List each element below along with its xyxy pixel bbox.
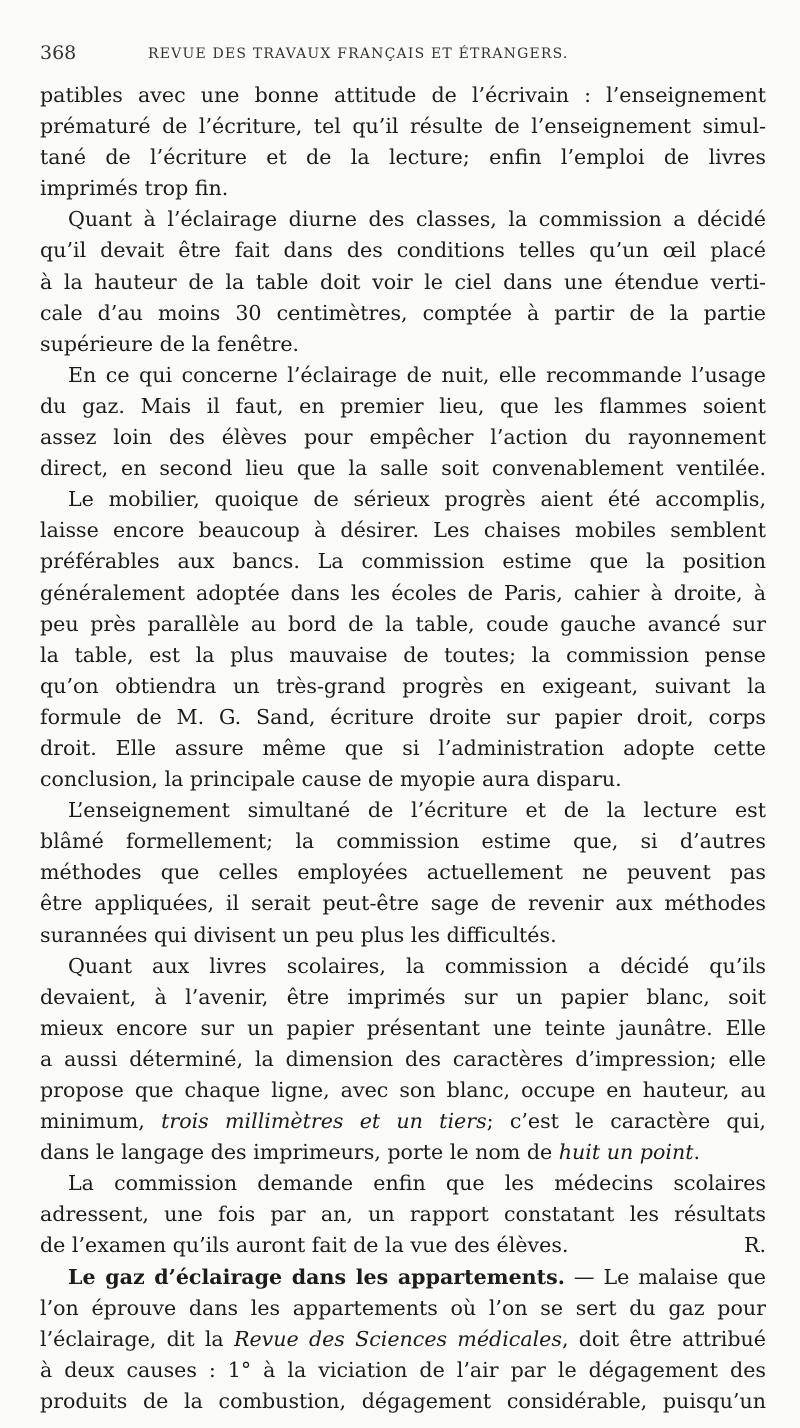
text-line: cale d’au moins 30 centimètres, comptée à partir de la partie	[40, 300, 766, 325]
text-line: généralement adoptée dans les écoles de Paris, cahier à droite, à	[40, 580, 766, 605]
text-line: être appliquées, il serait peut-être sage de revenir aux méthodes	[40, 891, 766, 916]
text-line: formule de M. G. Sand, écriture droite sur papier droit, corps	[40, 704, 766, 729]
text-line: la table, est la plus mauvaise de toutes; la commission pense	[40, 642, 766, 667]
text-line: à la hauteur de la table doit voir le ciel dans une étendue verti-	[40, 269, 766, 294]
text-line: blâmé formellement; la commission estime que, si d’autres	[40, 829, 766, 854]
text-line: peu près parallèle au bord de la table, coude gauche avancé sur	[40, 611, 766, 636]
paragraph-furniture	[40, 484, 766, 795]
text-line: Le mobilier, quoique de sérieux progrès aient été accomplis,	[68, 487, 766, 512]
author-signature: R.	[743, 1233, 766, 1258]
text-line: mieux encore sur un papier présentant une teinte jaunâtre. Elle	[40, 1015, 766, 1040]
text-segment: .	[693, 1140, 701, 1165]
text-line: patibles avec une bonne attitude de l’écrivain : l’enseignement	[40, 83, 766, 107]
text-line: propose que chaque ligne, avec son blanc, occupe en hauteur, au	[40, 1078, 766, 1102]
text-line: prématuré de l’écriture, tel qu’il résulte de l’enseignement simul-	[40, 114, 766, 139]
text-line: supérieure de la fenêtre.	[40, 331, 300, 356]
text-line: En ce qui concerne l’éclairage de nuit, elle recommande l’usage	[68, 362, 766, 387]
text-line: préférables aux bancs. La commission estime que la position	[40, 549, 766, 574]
paragraph-continuation	[40, 80, 766, 204]
page-header	[40, 38, 760, 68]
text-line-mixed	[40, 1106, 766, 1137]
text-line: produits de la combustion, dégagement considérable, puisqu’un	[40, 1388, 766, 1413]
running-title: REVUE DES TRAVAUX FRANÇAIS ET ÉTRANGERS.	[148, 46, 569, 62]
paragraph-night-lighting	[40, 360, 766, 484]
text-segment: l’éclairage, dit la	[40, 1326, 234, 1351]
text-line: droit. Elle assure même que si l’administration adopte cette	[40, 735, 766, 760]
text-line: direct, en second lieu que la salle soit convenablement ventilée.	[40, 456, 766, 481]
text-line: qu’on obtiendra un très-grand progrès en exigeant, suivant la	[40, 673, 766, 698]
text-line-mixed	[40, 1137, 766, 1168]
text-line: surannées qui divisent un peu plus les difficultés.	[40, 922, 557, 947]
text-line-signed	[40, 1230, 766, 1261]
text-line: tané de l’écriture et de la lecture; enfin l’emploi de livres	[40, 145, 766, 170]
text-line: du gaz. Mais il faut, en premier lieu, que les flammes soient	[40, 393, 766, 418]
paragraph-gas-lighting	[40, 1262, 766, 1417]
italic-phrase: huit un point	[558, 1140, 694, 1165]
text-line: qu’il devait être fait dans des conditions telles qu’un œil placé	[40, 238, 766, 263]
body-text	[40, 80, 766, 1417]
text-segment: dans le langage des imprimeurs, porte le nom de	[40, 1140, 559, 1165]
text-segment: de l’examen qu’ils auront fait de la vue des élèves.	[40, 1233, 569, 1258]
section-heading: Le gaz d’éclairage dans les appartements.	[68, 1264, 565, 1289]
text-line-mixed	[40, 1324, 766, 1355]
paragraph-daylight	[40, 204, 766, 359]
text-line: l’on éprouve dans les appartements où l’on se sert du gaz pour	[40, 1295, 766, 1320]
text-segment: , doit être attribué	[561, 1326, 766, 1351]
paragraph-medical-report	[40, 1168, 766, 1261]
italic-phrase: trois millimètres et un tiers	[161, 1109, 487, 1134]
text-line: assez loin des élèves pour empêcher l’action du rayonnement	[40, 425, 766, 450]
text-line: a aussi déterminé, la dimension des caractères d’impression; elle	[40, 1046, 766, 1071]
text-segment: ; c’est le caractère qui,	[486, 1109, 766, 1134]
page-number: 368	[40, 42, 77, 64]
text-line: devaient, à l’avenir, être imprimés sur un papier blanc, soit	[40, 984, 766, 1009]
text-line: adressent, une fois par an, un rapport constatant les résultats	[40, 1202, 766, 1227]
paragraph-school-books	[40, 951, 766, 1169]
text-line: Quant aux livres scolaires, la commission a décidé qu’ils	[68, 953, 766, 978]
paragraph-simultaneous-teaching	[40, 795, 766, 950]
text-segment: minimum,	[40, 1109, 162, 1134]
text-line: méthodes que celles employées actuellement ne peuvent pas	[40, 860, 766, 885]
text-line: imprimés trop fin.	[40, 176, 229, 201]
text-line: à deux causes : 1° à la viciation de l’air par le dégagement des	[40, 1357, 766, 1382]
text-line-heading	[40, 1262, 766, 1293]
text-line: laisse encore beaucoup à désirer. Les chaises mobiles semblent	[40, 518, 766, 543]
text-segment: — Le malaise que	[564, 1264, 766, 1289]
text-line: Quant à l’éclairage diurne des classes, la commission a décidé	[68, 207, 766, 232]
italic-phrase: Revue des Sciences médicales	[233, 1326, 562, 1351]
text-line: La commission demande enfin que les médecins scolaires	[68, 1171, 766, 1196]
text-line: conclusion, la principale cause de myopie aura disparu.	[40, 767, 622, 792]
text-line: L’enseignement simultané de l’écriture et de la lecture est	[68, 798, 766, 823]
